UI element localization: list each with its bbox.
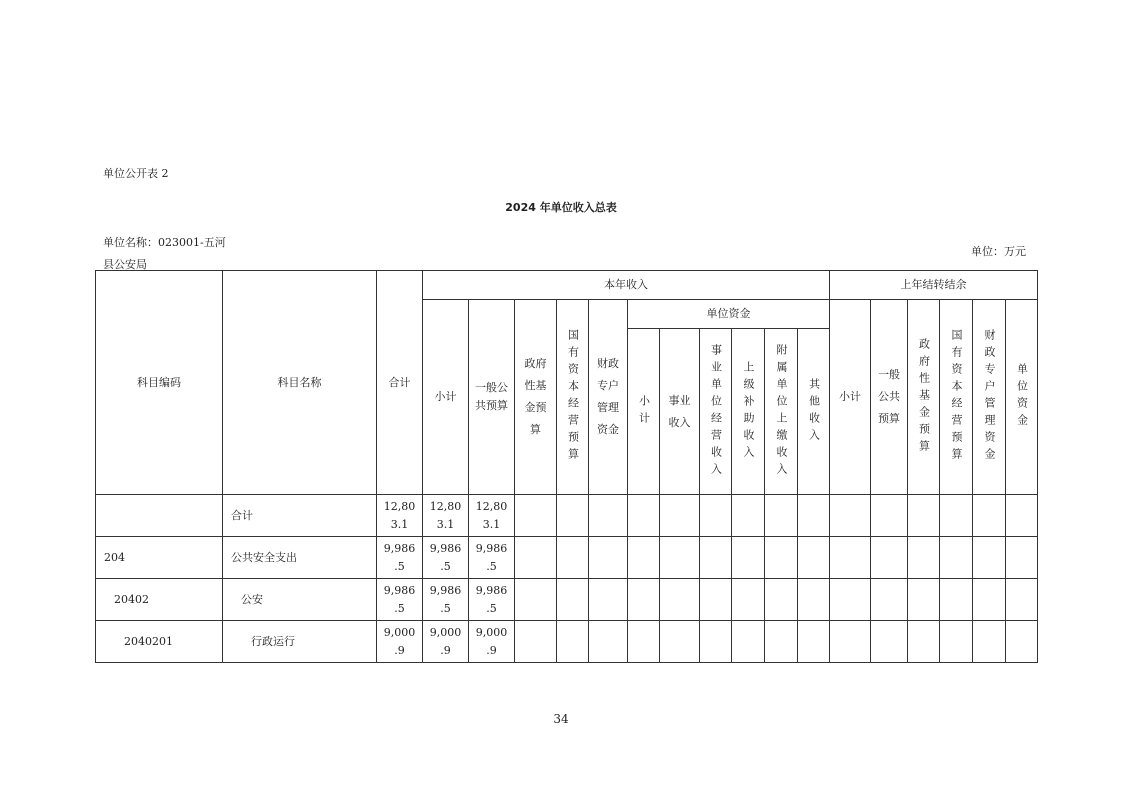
row-cy-subtotal: 9,986 .5 <box>423 579 469 621</box>
row-total: 9,986 .5 <box>377 537 423 579</box>
row-total: 9,986 .5 <box>377 579 423 621</box>
form-number: 单位公开表 2 <box>103 167 169 180</box>
header-uf-other: 其他收入 <box>798 329 830 495</box>
row-code <box>96 495 223 537</box>
table-row <box>96 621 1038 663</box>
header-uf-affiliated: 附属单位上缴收入 <box>765 329 798 495</box>
row-code: 20402 <box>96 579 223 621</box>
header-uf-subtotal: 小计 <box>628 329 660 495</box>
row-total: 12,80 3.1 <box>377 495 423 537</box>
header-cy-special-fiscal: 财政专户管理资金 <box>589 300 628 495</box>
table-row <box>96 537 1038 579</box>
page-number: 34 <box>553 712 569 726</box>
header-co-unit-funds: 单位资金 <box>1006 300 1038 495</box>
row-name: 公安 <box>223 579 377 621</box>
table-row <box>96 495 1038 537</box>
row-cy-general: 12,80 3.1 <box>469 495 515 537</box>
row-code: 2040201 <box>96 621 223 663</box>
row-cy-subtotal: 12,80 3.1 <box>423 495 469 537</box>
table-row <box>96 579 1038 621</box>
header-co-gov-fund: 政府性基金预算 <box>908 300 940 495</box>
unit-name: 单位名称：023001-五河县公安局 <box>103 236 226 271</box>
header-total: 合计 <box>377 271 423 495</box>
header-co-special-fiscal: 财政专户管理资金 <box>973 300 1006 495</box>
row-code: 204 <box>96 537 223 579</box>
row-cy-general: 9,986 .5 <box>469 537 515 579</box>
header-carryover: 上年结转结余 <box>830 271 1038 300</box>
header-uf-operating: 事业单位经营收入 <box>700 329 732 495</box>
row-total: 9,000 .9 <box>377 621 423 663</box>
header-cy-gov-fund: 政府性基金预算 <box>515 300 557 495</box>
header-current-year: 本年收入 <box>423 271 830 300</box>
row-name: 行政运行 <box>223 621 377 663</box>
header-co-general: 一般公共预算 <box>871 300 908 495</box>
row-cy-subtotal: 9,986 .5 <box>423 537 469 579</box>
money-unit: 单位：万元 <box>971 245 1026 258</box>
report-title: 2024 年单位收入总表 <box>505 201 617 214</box>
header-uf-business: 事业收入 <box>660 329 700 495</box>
row-cy-subtotal: 9,000 .9 <box>423 621 469 663</box>
header-unit-funds: 单位资金 <box>628 300 830 329</box>
header-uf-subsidy: 上级补助收入 <box>732 329 765 495</box>
header-cy-general: 一般公共预算 <box>469 300 515 495</box>
header-co-state-capital: 国有资本经营预算 <box>940 300 973 495</box>
header-cy-state-capital: 国有资本经营预算 <box>557 300 589 495</box>
header-co-subtotal: 小计 <box>830 300 871 495</box>
header-cy-subtotal: 小计 <box>423 300 469 495</box>
row-name: 合计 <box>223 495 377 537</box>
row-name: 公共安全支出 <box>223 537 377 579</box>
header-code: 科目编码 <box>96 271 223 495</box>
income-table <box>95 270 1038 663</box>
header-name: 科目名称 <box>223 271 377 495</box>
row-cy-general: 9,986 .5 <box>469 579 515 621</box>
row-cy-general: 9,000 .9 <box>469 621 515 663</box>
